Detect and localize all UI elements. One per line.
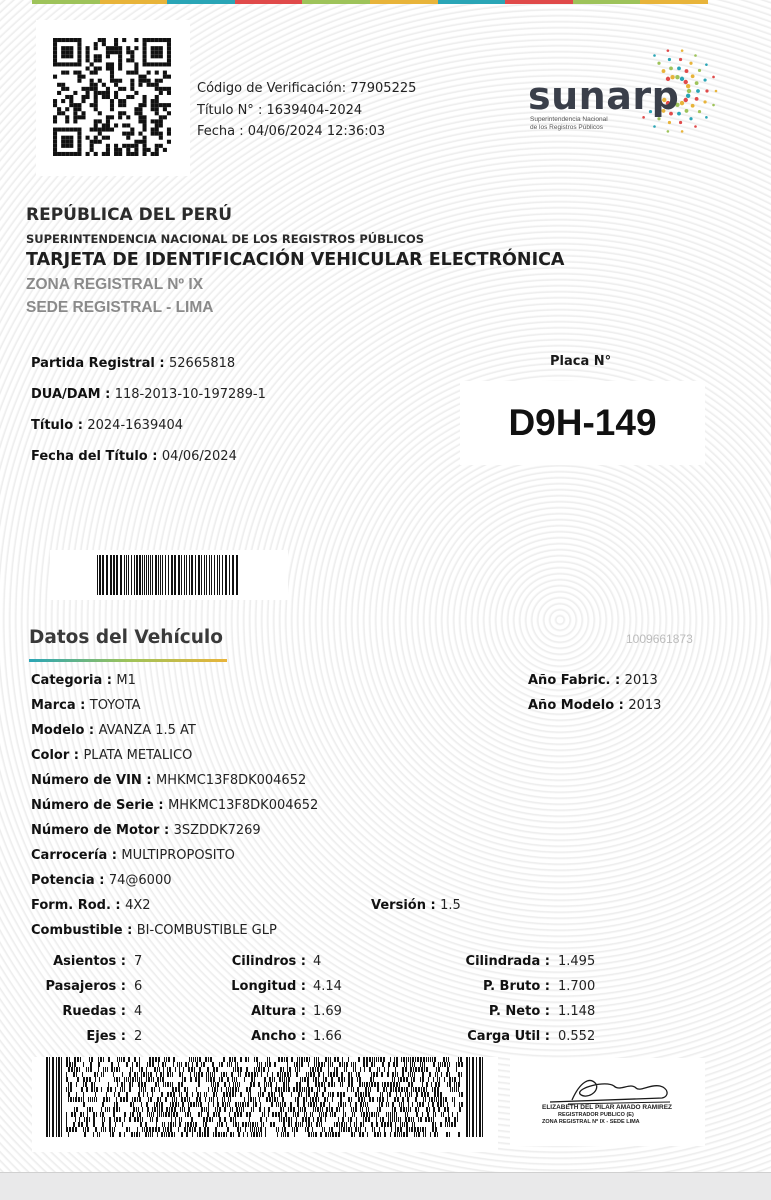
linear-barcode	[50, 550, 288, 600]
document-serial: 1009661873	[626, 632, 693, 646]
combustible-row	[31, 921, 277, 939]
datos-title: Datos del Vehículo	[29, 627, 223, 648]
logo-word: sunarp	[528, 74, 680, 118]
carga-value: 0.552	[558, 1029, 596, 1044]
modelo-value: AVANZA 1.5 AT	[98, 723, 196, 738]
carga-label-cell	[430, 1027, 550, 1045]
color-value: PLATA METALICO	[83, 748, 193, 763]
motor-value: 3SZDDK7269	[173, 823, 261, 838]
pasajeros-value-cell	[134, 977, 142, 995]
combustible-label: Combustible :	[31, 923, 133, 938]
cilindros-value: 4	[313, 954, 322, 969]
partida-row	[31, 354, 235, 372]
marca-row	[31, 696, 141, 714]
categoria-label: Categoria :	[31, 673, 112, 688]
pbruto-label-cell	[430, 977, 550, 995]
ruedas-label: Ruedas :	[62, 1004, 126, 1019]
signatory-zone: ZONA REGISTRAL Nº IX - SEDE LIMA	[542, 1119, 640, 1125]
formrod-value: 4X2	[125, 898, 151, 913]
vin-label: Número de VIN :	[31, 773, 152, 788]
longitud-label-cell	[200, 977, 306, 995]
pbruto-label: P. Bruto :	[482, 979, 550, 994]
motor-label: Número de Motor :	[31, 823, 170, 838]
pasajeros-label-cell	[30, 977, 126, 995]
cilindros-label: Cilindros :	[231, 954, 306, 969]
carroceria-label: Carrocería :	[31, 848, 117, 863]
categoria-row	[31, 671, 136, 689]
color-label: Color :	[31, 748, 79, 763]
pbruto-value: 1.700	[558, 979, 596, 994]
sede-registral: SEDE REGISTRAL - LIMA	[26, 299, 214, 316]
cilindrada-label-cell	[430, 952, 550, 970]
logo-subtitle-1: Superintendencia Nacional	[530, 116, 608, 123]
verification-fecha: Fecha : 04/06/2024 12:36:03	[197, 124, 386, 139]
longitud-value: 4.14	[313, 979, 342, 994]
partida-label: Partida Registral :	[31, 356, 165, 371]
pasajeros-label: Pasajeros :	[45, 979, 126, 994]
motor-row	[31, 821, 261, 839]
potencia-value: 74@6000	[108, 873, 172, 888]
altura-label: Altura :	[251, 1004, 306, 1019]
linear-barcode-graphic	[95, 555, 243, 595]
carroceria-value: MULTIPROPOSITO	[121, 848, 235, 863]
version-row	[371, 896, 461, 914]
verification-titulo: Título N° : 1639404-2024	[197, 102, 363, 118]
logo-subtitle-2: de los Registros Públicos	[530, 124, 603, 131]
anio-modelo-row	[528, 696, 661, 714]
modelo-label: Modelo :	[31, 723, 95, 738]
modelo-row	[31, 721, 196, 739]
dua-row	[31, 385, 266, 403]
combustible-value: BI-COMBUSTIBLE GLP	[136, 923, 277, 938]
signature-block	[510, 1058, 705, 1146]
signatory-role: REGISTRADOR PUBLICO (E)	[558, 1112, 634, 1118]
fecha-titulo-label: Fecha del Título :	[31, 449, 158, 464]
cilindros-value-cell	[313, 952, 321, 970]
verification-block	[197, 78, 416, 143]
ruedas-label-cell	[30, 1002, 126, 1020]
marca-value: TOYOTA	[89, 698, 141, 713]
ancho-label: Ancho :	[251, 1029, 306, 1044]
ejes-label: Ejes :	[86, 1029, 126, 1044]
carroceria-row	[31, 846, 235, 864]
ruedas-value-cell	[134, 1002, 142, 1020]
serie-value: MHKMC13F8DK004652	[168, 798, 319, 813]
serie-row	[31, 796, 318, 814]
color-row	[31, 746, 192, 764]
pneto-value-cell	[558, 1002, 595, 1020]
qr-code	[36, 20, 190, 176]
top-color-stripe	[32, 0, 708, 4]
cilindrada-label: Cilindrada :	[465, 954, 550, 969]
pdf417-barcode	[32, 1057, 498, 1152]
pbruto-value-cell	[558, 977, 595, 995]
pneto-value: 1.148	[558, 1004, 596, 1019]
cilindrada-value-cell	[558, 952, 595, 970]
zona-registral: ZONA REGISTRAL Nº IX	[26, 276, 204, 293]
longitud-label: Longitud :	[231, 979, 306, 994]
version-label: Versión :	[371, 898, 436, 913]
qr-code-graphic	[53, 38, 171, 156]
verification-code: Código de Verificación: 77905225	[197, 81, 417, 96]
fecha-titulo-value: 04/06/2024	[161, 449, 237, 464]
fecha-titulo-row	[31, 447, 237, 465]
placa-box	[460, 381, 705, 465]
sunarp-logo	[520, 36, 720, 146]
anio-fabric-row	[528, 671, 658, 689]
anio-modelo-value: 2013	[628, 698, 662, 713]
potencia-row	[31, 871, 172, 889]
ruedas-value: 4	[134, 1004, 143, 1019]
pdf417-barcode-graphic	[46, 1057, 486, 1152]
ancho-label-cell	[200, 1027, 306, 1045]
placa-label: Placa N°	[550, 354, 612, 369]
asientos-value-cell	[134, 952, 142, 970]
asientos-value: 7	[134, 954, 143, 969]
pneto-label: P. Neto :	[488, 1004, 550, 1019]
ejes-value-cell	[134, 1027, 142, 1045]
placa-value: D9H-149	[508, 402, 657, 443]
document-title: TARJETA DE IDENTIFICACIÓN VEHICULAR ELECTRÓNICA	[26, 250, 565, 270]
ejes-value: 2	[134, 1029, 143, 1044]
dua-label: DUA/DAM :	[31, 387, 111, 402]
pneto-label-cell	[430, 1002, 550, 1020]
cilindros-label-cell	[200, 952, 306, 970]
categoria-value: M1	[116, 673, 136, 688]
titulo-row	[31, 416, 183, 434]
bottom-strip	[0, 1172, 771, 1200]
marca-label: Marca :	[31, 698, 86, 713]
anio-modelo-label: Año Modelo :	[528, 698, 624, 713]
titulo-label: Título :	[31, 418, 83, 433]
vin-row	[31, 771, 306, 789]
altura-value: 1.69	[313, 1004, 342, 1019]
ejes-label-cell	[30, 1027, 126, 1045]
carga-value-cell	[558, 1027, 595, 1045]
ancho-value-cell	[313, 1027, 342, 1045]
titulo-value: 2024-1639404	[87, 418, 184, 433]
formrod-label: Form. Rod. :	[31, 898, 121, 913]
altura-label-cell	[200, 1002, 306, 1020]
vin-value: MHKMC13F8DK004652	[155, 773, 307, 788]
asientos-label: Asientos :	[53, 954, 126, 969]
dua-value: 118-2013-10-197289-1	[114, 387, 266, 402]
asientos-label-cell	[30, 952, 126, 970]
ancho-value: 1.66	[313, 1029, 342, 1044]
logo-subtitle	[530, 116, 650, 132]
anio-fabric-value: 2013	[624, 673, 658, 688]
pasajeros-value: 6	[134, 979, 143, 994]
serie-label: Número de Serie :	[31, 798, 164, 813]
agency-heading: SUPERINTENDENCIA NACIONAL DE LOS REGISTROS PÚBLICOS	[26, 232, 425, 246]
datos-underline	[29, 659, 227, 662]
signatory-name: ELIZABETH DEL PILAR AMADO RAMIREZ	[542, 1104, 672, 1111]
version-value: 1.5	[440, 898, 461, 913]
country-heading: REPÚBLICA DEL PERÚ	[26, 205, 233, 225]
partida-value: 52665818	[169, 356, 236, 371]
carga-label: Carga Util :	[467, 1029, 550, 1044]
cilindrada-value: 1.495	[558, 954, 596, 969]
potencia-label: Potencia :	[31, 873, 105, 888]
formrod-row	[31, 896, 151, 914]
altura-value-cell	[313, 1002, 342, 1020]
longitud-value-cell	[313, 977, 342, 995]
anio-fabric-label: Año Fabric. :	[528, 673, 621, 688]
